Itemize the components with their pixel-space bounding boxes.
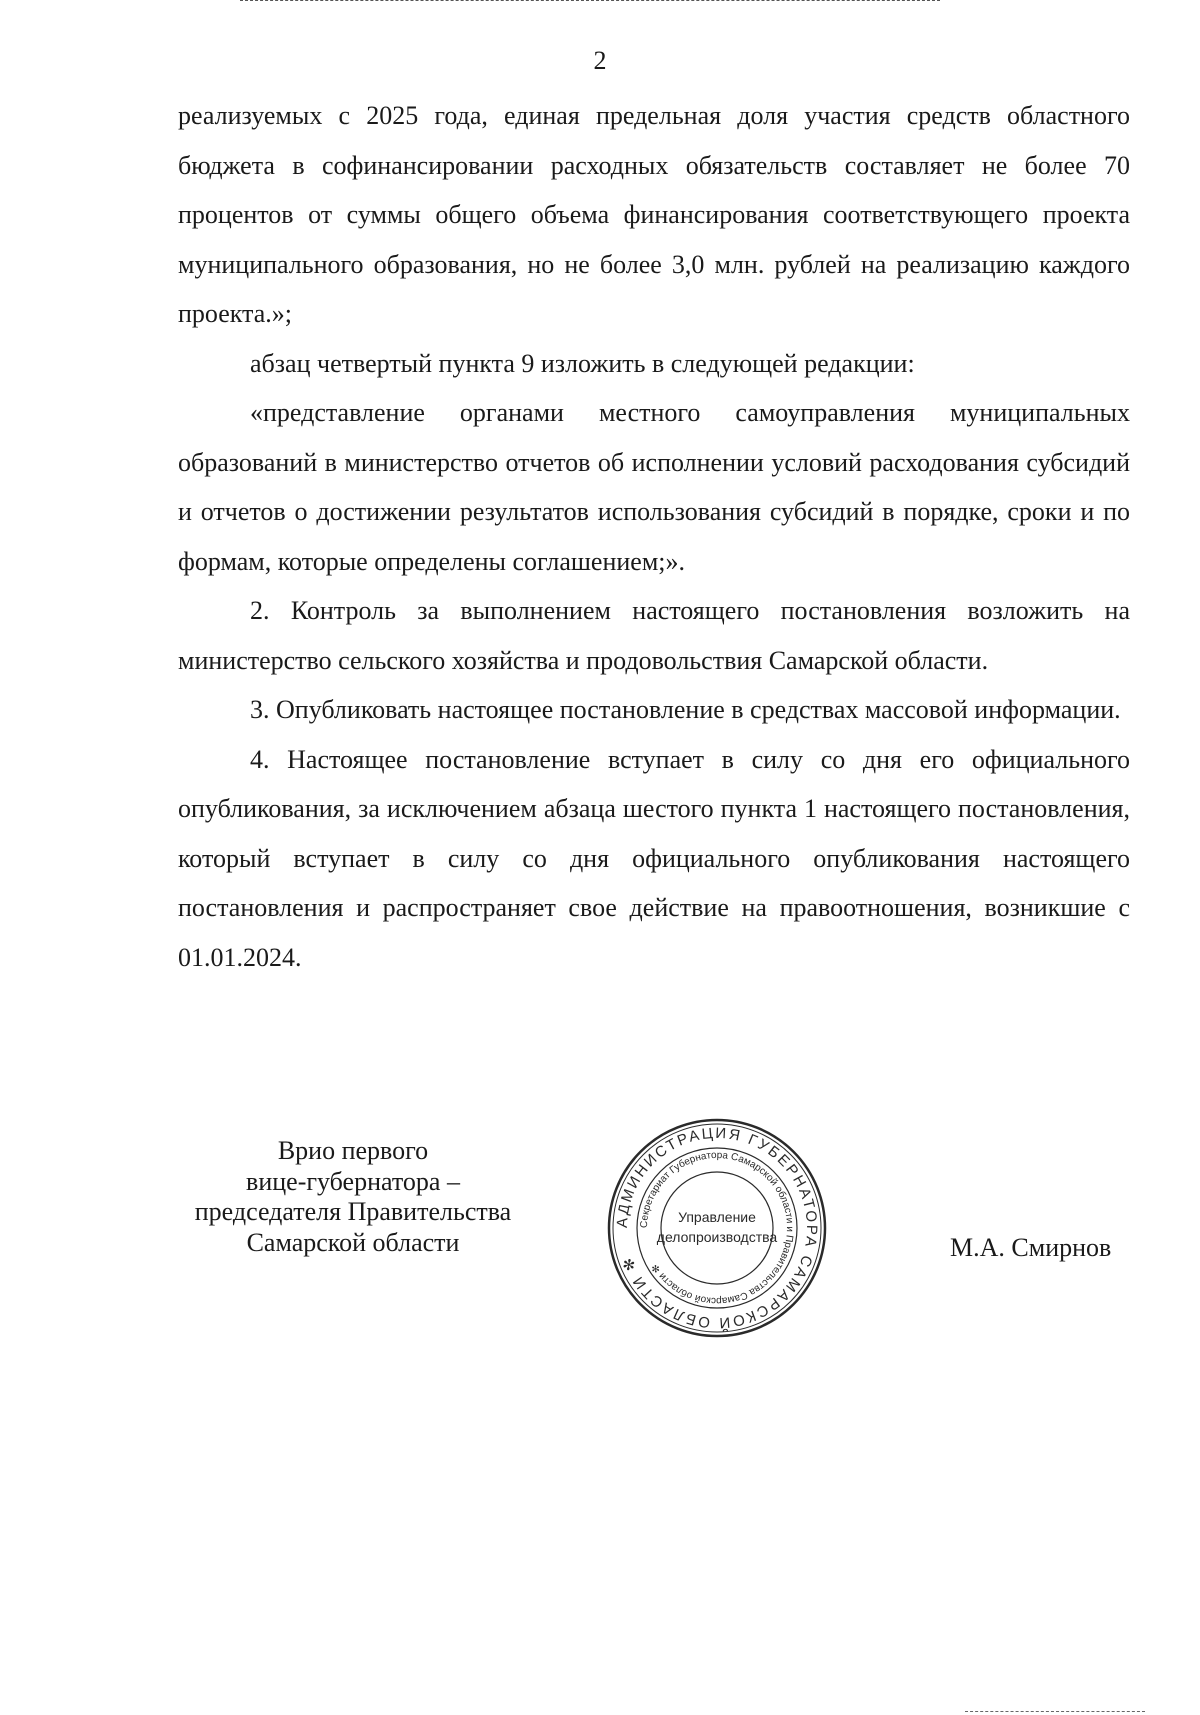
page-top-edge-rule: [240, 0, 940, 3]
document-body: [178, 91, 1130, 982]
signatory-name: М.А. Смирнов: [950, 1233, 1112, 1262]
paragraph-amendment-intro: абзац четвертый пункта 9 изложить в следующей редакции:: [250, 348, 915, 378]
page-bottom-edge-rule: [965, 1711, 1145, 1714]
seal-graphic: [604, 1116, 830, 1340]
seal-center-line-1: Управление: [678, 1209, 756, 1225]
paragraph-item-3: 3. Опубликовать настоящее постановление в средствах массовой информации.: [250, 695, 1121, 724]
seal-outer-text: АДМИНИСТРАЦИЯ ГУБЕРНАТОРА САМАРСКОЙ ОБЛАСТИ ✻: [613, 1124, 821, 1332]
seal-inner-ring: [661, 1172, 773, 1284]
seal-center-line-2: делопроизводства: [656, 1229, 778, 1245]
paragraph-amendment-text: «представление органами местного самоуправления муниципальных образований в министерство отчетов об исполнении условий расходования субсидий и отчетов о достижении результатов использования субсидий в порядке, сроки и по формам, которые определены соглашением;».: [178, 398, 1130, 576]
signatory-position: [168, 1136, 538, 1258]
paragraph-item-2: 2. Контроль за выполнением настоящего постановления возложить на министерство сельского хозяйства и продовольствия Самарской области.: [178, 596, 1130, 675]
official-seal-stamp: [604, 1116, 830, 1340]
seal-inner-text: Секретариат Губернатора Самарской области и Правительства Самарской области ✻: [638, 1149, 796, 1307]
page-number: 2: [593, 46, 607, 75]
paragraph-item-4: 4. Настоящее постановление вступает в силу со дня его официального опубликования, за исключением абзаца шестого пункта 1 настоящего постановления, который вступает в силу со дня официального опубликования настоящего постановления и распространяет свое действие на правоотношения, возникшие с 01.01.2024.: [178, 744, 1130, 972]
signatory-position-line: Самарской области: [246, 1227, 460, 1257]
signatory-position-line: председателя Правительства: [194, 1197, 512, 1226]
signatory-position-line: вице-губернатора –: [246, 1166, 460, 1196]
paragraph-continuation: реализуемых с 2025 года, единая предельная доля участия средств областного бюджета в софинансировании расходных обязательств составляет не более 70 процентов от суммы общего объема финансирования соответствующего проекта муниципального образования, но не более 3,0 млн. рублей на реализацию каждого проекта.»;: [178, 101, 1130, 328]
signatory-position-line: Врио первого: [277, 1136, 429, 1165]
